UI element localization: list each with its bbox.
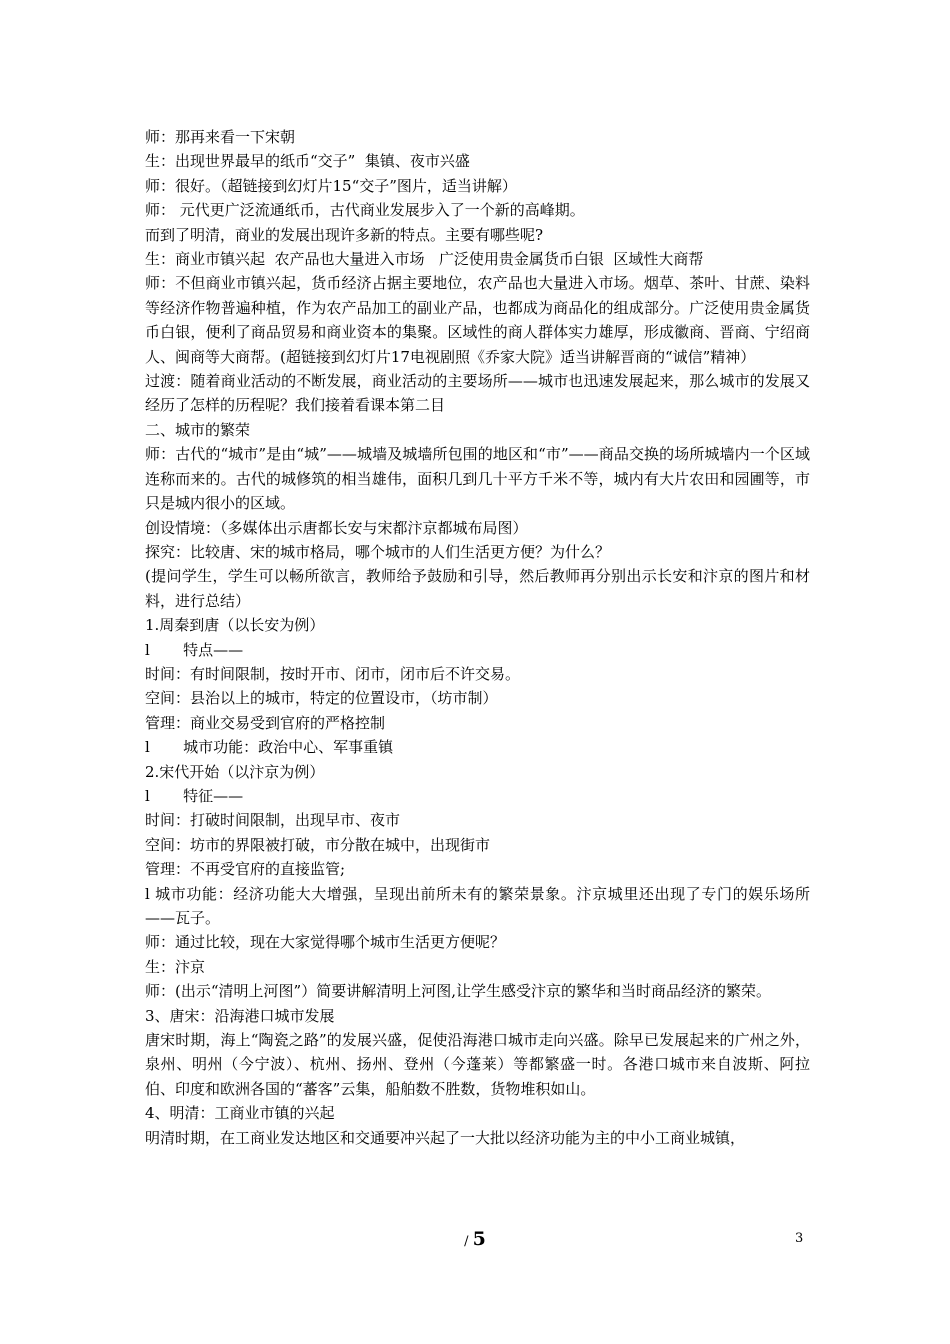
text-line: 时间：打破时间限制，出现早市、夜市: [145, 811, 401, 830]
subheading: 3、唐宋：沿海港口城市发展: [145, 1006, 335, 1025]
text-line: 而到了明清，商业的发展出现许多新的特点。主要有哪些呢?: [145, 225, 544, 244]
subheading: 4、明清：工商业市镇的兴起: [145, 1104, 335, 1123]
document-body: [145, 125, 810, 1150]
paragraph: 师：古代的“城市”是由“城”——城墙及城墙所包围的地区和“市”——商品交换的场所城墙内一个区域连称而来的。古代的城修筑的相当雄伟，面积几到几十平方千米不等，城内有大片农田和园圃等，市只是城内很小的区域。: [145, 445, 810, 513]
text-line: 时间：有时间限制，按时开市、闭市，闭市后不许交易。: [145, 664, 521, 683]
bullet-item: l 城市功能：经济功能大大增强，呈现出前所未有的繁荣景象。汴京城里还出现了专门的娱乐场所——瓦子。: [145, 884, 810, 927]
bullet-item: l 特点——: [145, 640, 244, 659]
page-separator: /: [464, 1234, 473, 1249]
text-line: 生：商业市镇兴起 农产品也大量进入市场 广泛使用贵金属货币白银 区域性大商帮: [145, 250, 704, 269]
text-line: 空间：县治以上的城市，特定的位置设市，（坊市制）: [145, 689, 498, 708]
page-footer: [0, 1228, 950, 1250]
text-line: 师：那再来看一下宋朝: [145, 128, 296, 146]
subheading: 1.周秦到唐（以长安为例）: [145, 616, 325, 635]
text-line: 生：出现世界最早的纸币“交子” 集镇、夜市兴盛: [145, 152, 470, 171]
text-line: 师：通过比较，现在大家觉得哪个城市生活更方便呢？: [145, 933, 506, 952]
section-heading: 二、城市的繁荣: [145, 420, 251, 439]
text-line: 管理：不再受官府的直接监管;: [145, 860, 346, 879]
text-line: 明清时期，在工商业发达地区和交通要冲兴起了一大批以经济功能为主的中小工商业城镇，: [145, 1128, 746, 1147]
paragraph: (提问学生，学生可以畅所欲言，教师给予鼓励和引导，然后教师再分别出示长安和汴京的图片和材料，进行总结）: [145, 567, 810, 610]
paragraph: 师：不但商业市镇兴起，货币经济占据主要地位，农产品也大量进入市场。烟草、茶叶、甘蔗、染料等经济作物普遍种植，作为农产品加工的副业产品，也都成为商品化的组成部分。广泛使用贵金属货币白银，便利了商品贸易和商业资本的集聚。区域性的商人群体实力雄厚，形成徽商、晋商、宁绍商人、闽商等大商帮。(超链接到幻灯片17电视剧照《乔家大院》适当讲解晋商的“诚信”精神）: [145, 274, 810, 366]
subheading: 2.宋代开始（以汴京为例）: [145, 762, 325, 781]
bullet-item: l 特征——: [145, 786, 244, 805]
bullet-item: l 城市功能：政治中心、军事重镇: [145, 738, 394, 757]
text-line: 探究：比较唐、宋的城市格局，哪个城市的人们生活更方便？为什么？: [145, 542, 611, 561]
text-line: 空间：坊市的界限被打破，市分散在城中，出现街市: [145, 835, 491, 854]
paragraph: 过渡：随着商业活动的不断发展，商业活动的主要场所——城市也迅速发展起来，那么城市的发展又经历了怎样的历程呢？我们接着看课本第二目: [145, 372, 810, 415]
text-line: 师： 元代更广泛流通纸币，古代商业发展步入了一个新的高峰期。: [145, 201, 585, 220]
paragraph: 师：(出示“清明上河图”）简要讲解清明上河图,让学生感受汴京的繁华和当时商品经济的繁荣。: [145, 982, 771, 1001]
paragraph: 唐宋时期，海上“陶瓷之路”的发展兴盛，促使沿海港口城市走向兴盛。除早已发展起来的广州之外，泉州、明州（今宁波）、杭州、扬州、登州（今蓬莱）等都繁盛一时。各港口城市来自波斯、阿拉伯、印度和欧洲各国的“蕃客”云集，船舶数不胜数，货物堆积如山。: [145, 1031, 810, 1098]
page-total: 5: [472, 1228, 486, 1250]
text-line: 管理：商业交易受到官府的严格控制: [145, 713, 386, 732]
text-line: 生：汴京: [145, 957, 206, 976]
text-line: 师：很好。（超链接到幻灯片15“交子”图片，适当讲解）: [145, 176, 517, 195]
text-line: 创设情境：（多媒体出示唐都长安与宋都汴京都城布局图）: [145, 518, 528, 537]
page-number: 3: [795, 1231, 804, 1246]
